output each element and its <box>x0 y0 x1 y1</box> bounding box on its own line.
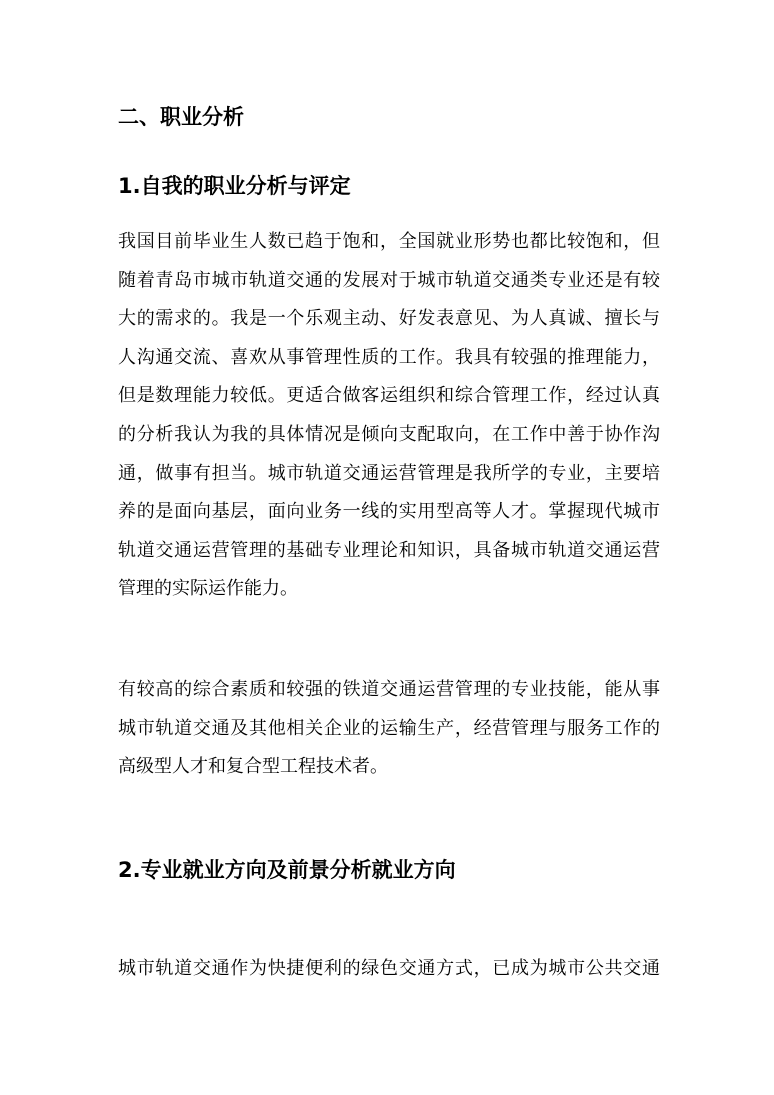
paragraph-line: 养的是面向基层，面向业务一线的实用型高等人才。掌握现代城市 <box>118 501 660 523</box>
paragraph-line: 人沟通交流、喜欢从事管理性质的工作。我具有较强的推理能力， <box>118 346 660 368</box>
paragraph-line: 有较高的综合素质和较强的铁道交通运营管理的专业技能，能从事 <box>118 679 660 700</box>
paragraph-line: 大的需求的。我是一个乐观主动、好发表意见、为人真诚、擅长与 <box>118 308 660 330</box>
paragraph-line: 的分析我认为我的具体情况是倾向支配取向，在工作中善于协作沟 <box>118 423 660 445</box>
paragraph-line: 城市轨道交通及其他相关企业的运输生产，经营管理与服务工作的 <box>118 717 660 739</box>
paragraph-line: 管理的实际运作能力。 <box>118 578 298 600</box>
section-heading: 二、职业分析 <box>118 105 244 129</box>
paragraph-employment-direction <box>118 950 660 989</box>
paragraph-line: 我国目前毕业生人数已趋于饱和，全国就业形势也都比较饱和，但 <box>118 231 660 252</box>
paragraph-line: 高级型人才和复合型工程技术者。 <box>118 756 388 778</box>
paragraph-line: 通，做事有担当。城市轨道交通运营管理是我所学的专业，主要培 <box>118 462 660 484</box>
paragraph-self-analysis <box>118 223 660 609</box>
paragraph-talent-profile <box>118 671 660 787</box>
paragraph-line: 但是数理能力较低。更适合做客运组织和综合管理工作，经过认真 <box>118 385 660 407</box>
subsection-heading-self-analysis: 1.自我的职业分析与评定 <box>118 174 351 198</box>
paragraph-line: 城市轨道交通作为快捷便利的绿色交通方式，已成为城市公共交通 <box>118 958 660 979</box>
subsection-heading-employment-direction: 2.专业就业方向及前景分析就业方向 <box>118 858 456 882</box>
paragraph-line: 随着青岛市城市轨道交通的发展对于城市轨道交通类专业还是有较 <box>118 269 660 291</box>
paragraph-line: 轨道交通运营管理的基础专业理论和知识，具备城市轨道交通运营 <box>118 539 660 561</box>
